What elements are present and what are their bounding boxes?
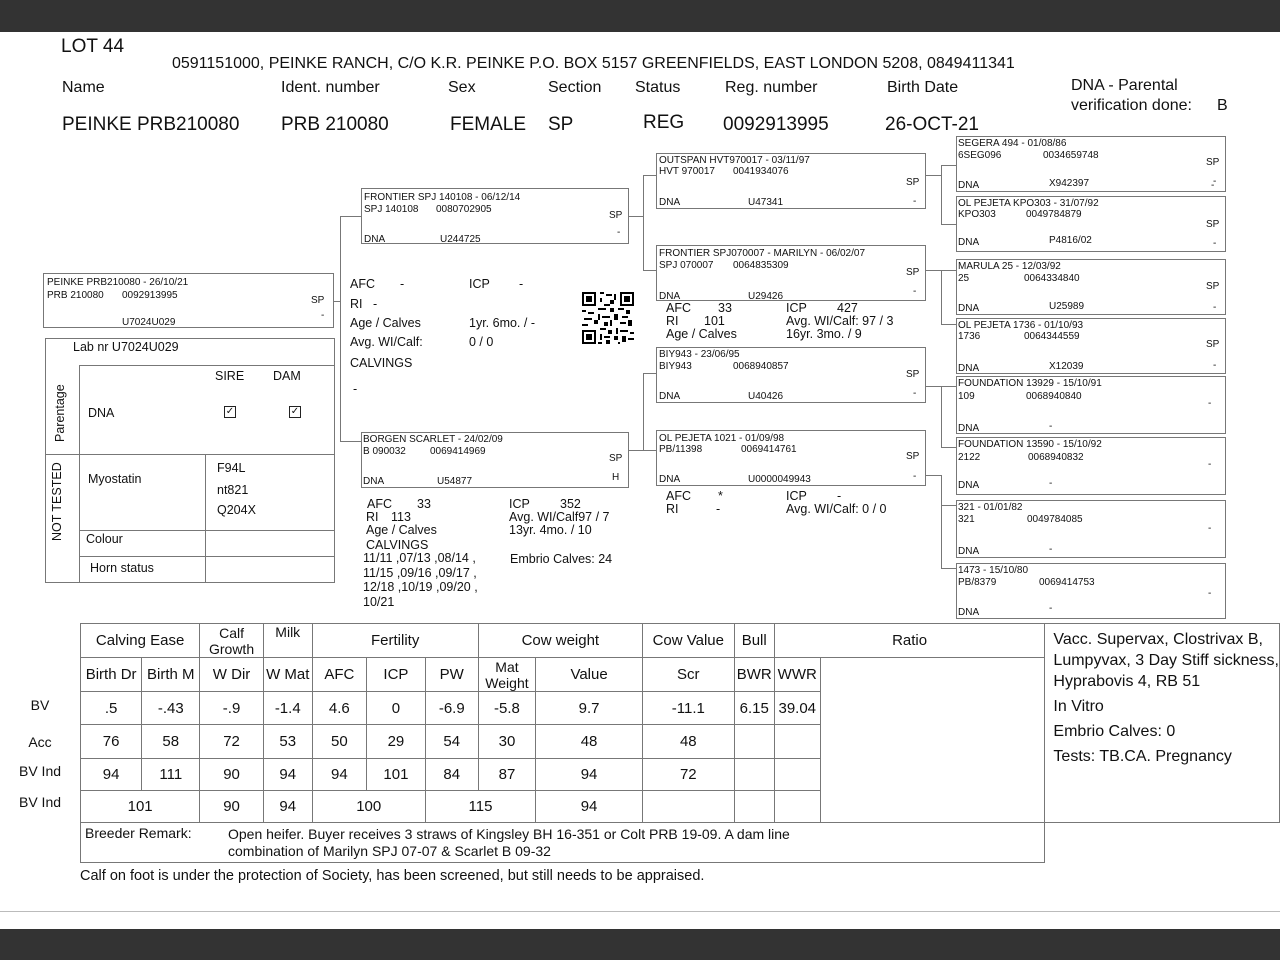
dam-dna-checkbox-icon: ✓ [290,406,300,417]
subject-ri-label: RI [350,297,363,311]
parentage-sire-label: SIRE [215,369,245,383]
grandparent-box-2: FRONTIER SPJ070007 - MARILYN - 06/02/07 SPJ 070007 0064835309 SP - DNA U29426 [656,245,926,301]
dna-verification-value: B [1217,97,1228,114]
great-grandparent-box-4: OL PEJETA 1736 - 01/10/93 1736 0064344559 SP - DNA X12039 [956,318,1226,374]
not-tested-side-label: NOT TESTED [50,462,64,541]
subject-calvings: - [353,382,358,396]
subject-age-label: Age / Calves [350,316,421,330]
animal-sex: FEMALE [450,114,527,135]
label-name: Name [62,79,105,96]
label-sex: Sex [448,79,476,96]
bottom-bar [0,929,1280,960]
animal-section: SP [548,114,574,135]
subject-ri: - [373,297,378,311]
label-birth: Birth Date [887,79,959,96]
label-dna-2: verification done: [1071,97,1192,114]
row-label-bv-ind: BV Ind [18,763,62,779]
row-label-bv-ind-2: BV Ind [18,794,62,810]
great-grandparent-box-1: SEGERA 494 - 01/08/86 6SEG096 0034659748 SP - DNA X942397 [956,136,1226,192]
subject-pedigree-box: PEINKE PRB210080 - 26/10/21 PRB 210080 0092913995 SP - U7024U029 [43,273,334,328]
sire-dna-checkbox-icon: ✓ [225,406,235,417]
subject-calvings-label: CALVINGS [350,356,413,370]
label-ident: Ident. number [281,79,380,96]
animal-name: PEINKE PRB210080 [62,114,240,135]
great-grandparent-box-8: 1473 - 15/10/80 PB/8379 0069414753 - DNA - [956,563,1226,619]
grandparent-box-1: OUTSPAN HVT970017 - 03/11/97 HVT 970017 0041934076 SP - DNA U47341 [656,153,926,209]
grandparent-box-4: OL PEJETA 1021 - 01/09/98 PB/11398 0069414761 SP - DNA U0000049943 [656,430,926,486]
animal-birth: 26-OCT-21 [885,114,979,135]
subject-afc-label: AFC [350,277,375,291]
subject-afc: - [400,277,405,291]
label-dna-1: DNA - Parental [1071,77,1178,94]
footer-note: Calf on foot is under the protection of Society, has been screened, but still needs to be appraised. [80,868,705,884]
lot-number: LOT 44 [61,36,125,57]
subject-avg-label: Avg. WI/Calf: [350,335,423,349]
subject-age: 1yr. 6mo. / - [469,316,535,330]
subject-icp-label: ICP [469,277,490,291]
label-status: Status [635,79,681,96]
notes-cell: Vacc. Supervax, Clostrivax B, Lumpyvax, 3 Day Stiff sickness, Hyprabovis 4, RB 51 In Vitro Embrio Calves: 0 Tests: TB.CA. Pregnancy [1045,624,1280,823]
subject-icp: - [519,277,524,291]
grandparent-box-3: BIY943 - 23/06/95 BIY943 0068940857 SP - DNA U40426 [656,347,926,403]
great-grandparent-box-5: FOUNDATION 13929 - 15/10/91 109 0068940840 - DNA - [956,376,1226,434]
great-grandparent-box-6: FOUNDATION 13590 - 15/10/92 2122 0068940832 - DNA - [956,437,1226,495]
row-label-acc: Acc [28,734,52,750]
myostatin-label: Myostatin [88,472,142,486]
label-section: Section [548,79,602,96]
dam-pedigree-box: BORGEN SCARLET - 24/02/09 B 090032 0069414969 SP H DNA U54877 [361,432,629,488]
great-grandparent-box-7: 321 - 01/01/82 321 0049784085 - DNA - [956,500,1226,558]
colour-label: Colour [86,532,123,546]
great-grandparent-box-2: OL PEJETA KPO303 - 31/07/92 KPO303 0049784879 SP - DNA P4816/02 [956,196,1226,252]
breeding-values-table: Calving Ease Calf Growth Milk Fertility Cow weight Cow Value Bull Ratio Vacc. Supervax, Clostrivax B, Lumpyvax, 3 Day Stiff sickness, Hyprabovis 4, RB 51 In Vitro Embrio Calves: 0 Tests: TB.CA. Pregnancy Birth Dr Birth M W Dir W Mat AFC ICP PW Mat Weight Value Scr BWR WWR .5 -.43 -.9 -1.4 4.6 0 -6.9 -5.8 9.7 -11.1 6.15 39.04 76 58 72 53 50 29 54 30 48 48 94 111 90 94 94 101 84 87 94 72 101 90 94 100 115 94 Breeder Remark: Open heifer. Buyer receives 3 straws of Kingsley BH 16-351 or Colt PRB 19-09. A dam line combination of Marilyn SPJ 07-07 & Scarlet B 09-32 [80,623,1280,863]
animal-status: REG [643,112,685,133]
parentage-dam-label: DAM [273,369,301,383]
breeder-remark-cell: Breeder Remark: Open heifer. Buyer receives 3 straws of Kingsley BH 16-351 or Colt PRB 19-09. A dam line combination of Marilyn SPJ 07-07 & Scarlet B 09-32 [81,823,1045,863]
parentage-dna-label: DNA [88,406,115,420]
animal-ident: PRB 210080 [281,114,389,135]
row-label-bv: BV [30,697,50,713]
animal-reg: 0092913995 [723,114,829,135]
top-bar [0,0,1280,32]
great-grandparent-box-3: MARULA 25 - 12/03/92 25 0064334840 SP - DNA U25989 [956,259,1226,315]
horn-status-label: Horn status [90,561,154,575]
sire-pedigree-box: FRONTIER SPJ 140108 - 06/12/14 SPJ 140108 0080702905 SP - DNA U244725 [361,188,629,244]
label-reg: Reg. number [725,79,818,96]
qr-code-icon [582,292,634,344]
parentage-side-label: Parentage [53,384,67,442]
subject-avg: 0 / 0 [469,335,494,349]
lab-number: Lab nr U7024U029 [73,340,179,354]
owner-line: 0591151000, PEINKE RANCH, C/O K.R. PEINKE P.O. BOX 5157 GREENFIELDS, EAST LONDON 5208, 0849411341 [172,55,1015,72]
